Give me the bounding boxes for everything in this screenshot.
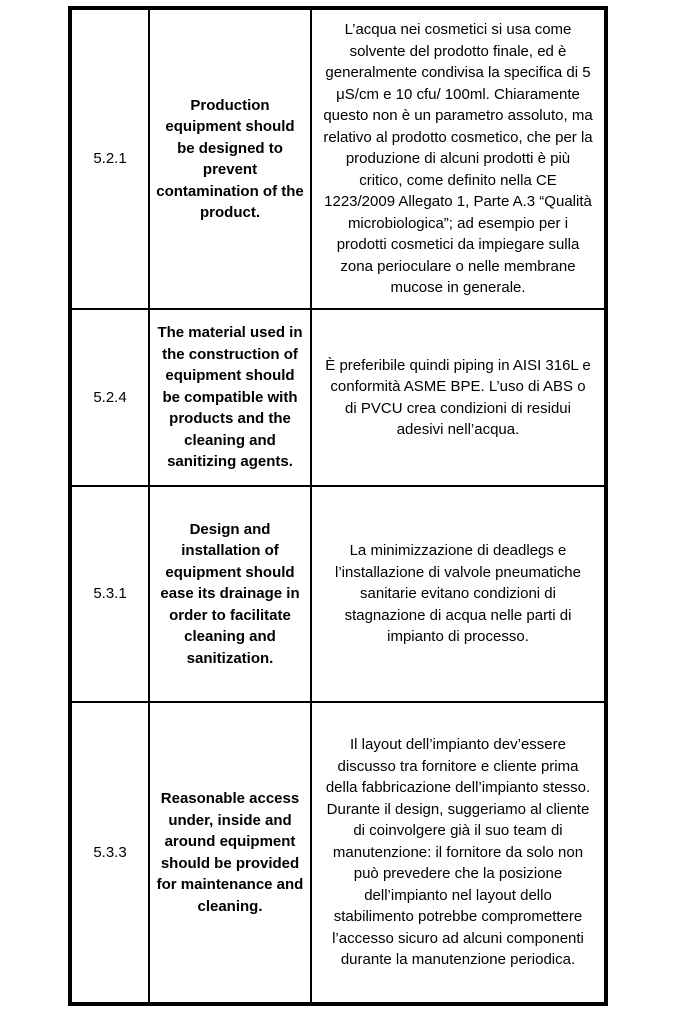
- requirements-table: [68, 6, 608, 1006]
- table-row-3-comment-it: Il layout dell’impianto dev’essere discusso tra fornitore e cliente prima della fabbricazione dell’impianto stesso. Durante il design, suggeriamo al cliente di coinvolgere già il suo team di manutenzione: il fornitore da solo non può prevedere che la posizione dell’impianto nel layout dello stabilimento potrebbe compromettere l’accesso sicuro ad alcuni componenti durante la manutenzione periodica.: [325, 736, 591, 969]
- table-row-2-section-number: 5.3.1: [72, 487, 150, 703]
- table-row-3-section-number: 5.3.3: [72, 703, 150, 1002]
- table-row-3-requirement-en: Reasonable access under, inside and around equipment should be provided for maintenance and cleaning.: [150, 703, 312, 1002]
- table-row-0-requirement-en: Production equipment should be designed to prevent contamination of the product.: [150, 10, 312, 310]
- table-row-0-comment-it: L’acqua nei cosmetici si usa come solvente del prodotto finale, ed è generalmente condivisa la specifica di 5 μS/cm e 10 cfu/ 100ml. Chiaramente questo non è un parametro assoluto, ma relativo al prodotto cosmetico, che per la produzione di alcuni prodotti è più critico, come definito nella CE 1223/2009 Allegato 1, Parte A.3 “Qualità microbiologica”; ad esempio per i prodotti cosmetici da impiegare sulla zona perioculare o nelle membrane mucose in generale.: [312, 10, 604, 310]
- table-row-1-section-number: 5.2.4: [72, 310, 150, 487]
- table-row-2-comment-it: La minimizzazione di deadlegs e l’installazione di valvole pneumatiche sanitarie evitano condizioni di stagnazione di acqua nelle parti di impianto di processo.: [312, 487, 604, 703]
- table-row-1-comment-it: È preferibile quindi piping in AISI 316L e conformità ASME BPE. L’uso di ABS o di PVCU crea condizioni di residui adesivi nell’acqua.: [312, 310, 604, 487]
- table-row-0-section-number: 5.2.1: [72, 10, 150, 310]
- table-row-2-requirement-en: Design and installation of equipment should ease its drainage in order to facilitate cleaning and sanitization.: [150, 487, 312, 703]
- table-row-1-requirement-en: The material used in the construction of equipment should be compatible with products and the cleaning and sanitizing agents.: [150, 310, 312, 487]
